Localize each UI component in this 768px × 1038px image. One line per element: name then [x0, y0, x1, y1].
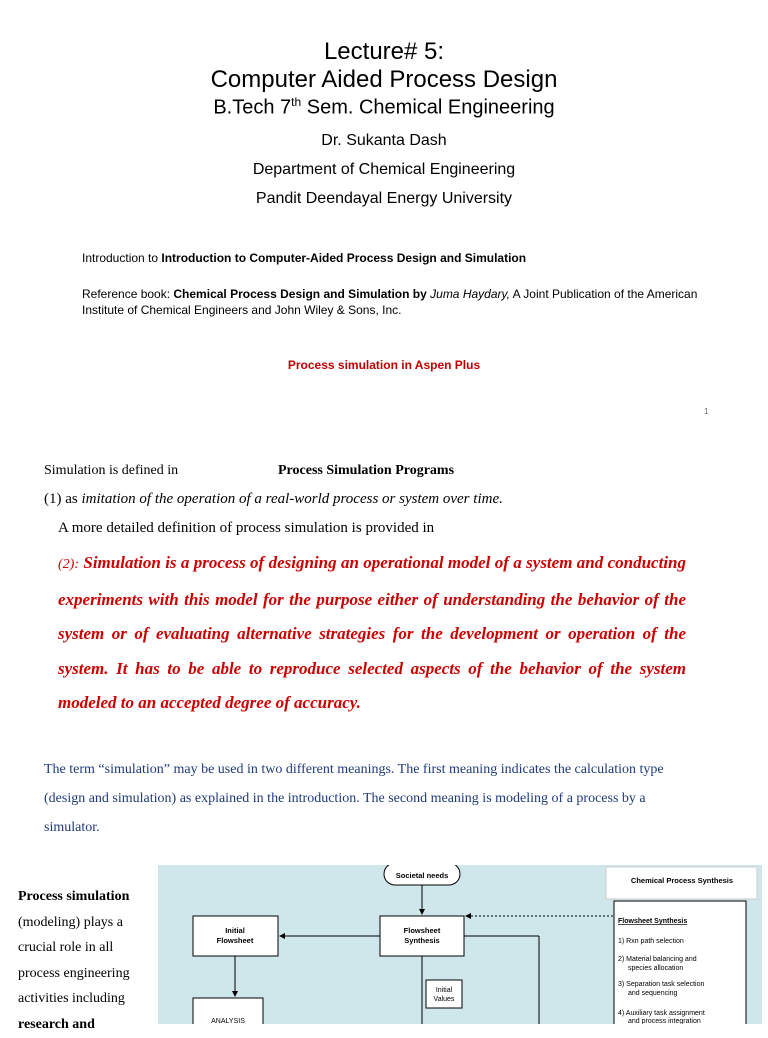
- reference-label: Reference book:: [82, 287, 174, 301]
- defined-in-text: Simulation is defined in: [44, 463, 179, 478]
- course-prefix: B.Tech 7: [213, 96, 292, 119]
- synthesis-step-1: 1) Rxn path selection: [618, 938, 684, 945]
- synthesis-step-3: 3) Separation task selection: [618, 981, 705, 988]
- intro-bold: Introduction to Computer-Aided Process Design and Simulation: [161, 251, 527, 265]
- term-paragraph: The term “simulation” may be used in two different meanings. The first meaning indicates the calculation type (design and simulation) as explained in the introduction. The second meaning is modeling of a process by a simulator.: [44, 762, 664, 835]
- definition-1-prefix: (1) as: [44, 491, 82, 507]
- initial-values-label-2: Values: [433, 996, 455, 1003]
- course-suffix: Sem. Chemical Engineering: [301, 96, 555, 119]
- intro-line: [82, 251, 526, 265]
- definition-1: [44, 491, 503, 508]
- side-bold: Process simulation: [18, 889, 130, 904]
- defined-in-source: Process Simulation Programs: [278, 463, 455, 478]
- synthesis-step-4: 4) Auxiliary task assignment: [618, 1010, 705, 1017]
- definition-2-lead: (2):: [58, 557, 79, 572]
- university: Pandit Deendayal Energy University: [255, 190, 513, 207]
- synthesis-step-3b: and sequencing: [628, 990, 678, 997]
- reference-rest: A Joint Publication of the American Institute of Chemical Engineers and John Wiley & Sons, Inc.: [82, 287, 698, 317]
- side-paragraph: [18, 884, 142, 1038]
- course-superscript: th: [291, 95, 302, 109]
- defined-in-line: [44, 463, 455, 479]
- definition-2-text: Simulation is a process of designing an operational model of a system and conducting experiments with this model for the purpose either of understanding the behavior of the system or of evaluating alternative strategies for the development or operation of the system. It has to be able to reproduce selected aspects of the behavior of the system modeled to an accepted degree of accuracy.: [58, 553, 686, 713]
- societal-needs-label: Societal needs: [395, 871, 449, 880]
- aspen-subtitle: Process simulation in Aspen Plus: [287, 358, 481, 372]
- side-rest: (modeling) plays a crucial role in all process engineering activities including: [18, 914, 130, 1007]
- lecture-title: Computer Aided Process Design: [210, 66, 558, 93]
- reference-author: Juma Haydary,: [430, 287, 510, 301]
- author-name: Dr. Sukanta Dash: [321, 132, 447, 149]
- course-line: [0, 95, 768, 120]
- lecture-number: Lecture# 5:: [323, 38, 445, 65]
- reference-book: Chemical Process Design and Simulation by: [173, 287, 431, 301]
- side-cut: research and: [18, 1016, 95, 1032]
- detailed-definition-intro: A more detailed definition of process simulation is provided in: [58, 520, 435, 536]
- synthesis-step-2: 2) Material balancing and: [618, 956, 697, 963]
- initial-values-label-1: Initial: [435, 987, 453, 994]
- reference-line: [82, 286, 722, 318]
- intro-prefix: Introduction to: [82, 251, 162, 265]
- process-synthesis-diagram: [158, 865, 762, 1024]
- diagram-svg: [158, 865, 762, 1024]
- synthesis-steps-heading: Flowsheet Synthesis: [618, 918, 688, 925]
- synthesis-step-2b: species allocation: [628, 965, 684, 972]
- flowsheet-synthesis-label-2: Synthesis: [404, 936, 440, 945]
- initial-flowsheet-label-2: Flowsheet: [216, 936, 254, 945]
- synthesis-step-4b: and process integration: [628, 1018, 701, 1024]
- flowsheet-synthesis-label-1: Flowsheet: [403, 926, 441, 935]
- initial-values-node: [426, 980, 462, 1008]
- initial-flowsheet-label-1: Initial: [225, 926, 245, 935]
- definition-2: [58, 546, 686, 721]
- synthesis-panel-title: Chemical Process Synthesis: [630, 876, 734, 885]
- page-number: 1: [704, 407, 709, 416]
- definition-1-text: imitation of the operation of a real-world process or system over time.: [81, 491, 503, 507]
- analysis-label: ANALYSIS: [211, 1018, 245, 1024]
- department: Department of Chemical Engineering: [252, 161, 516, 178]
